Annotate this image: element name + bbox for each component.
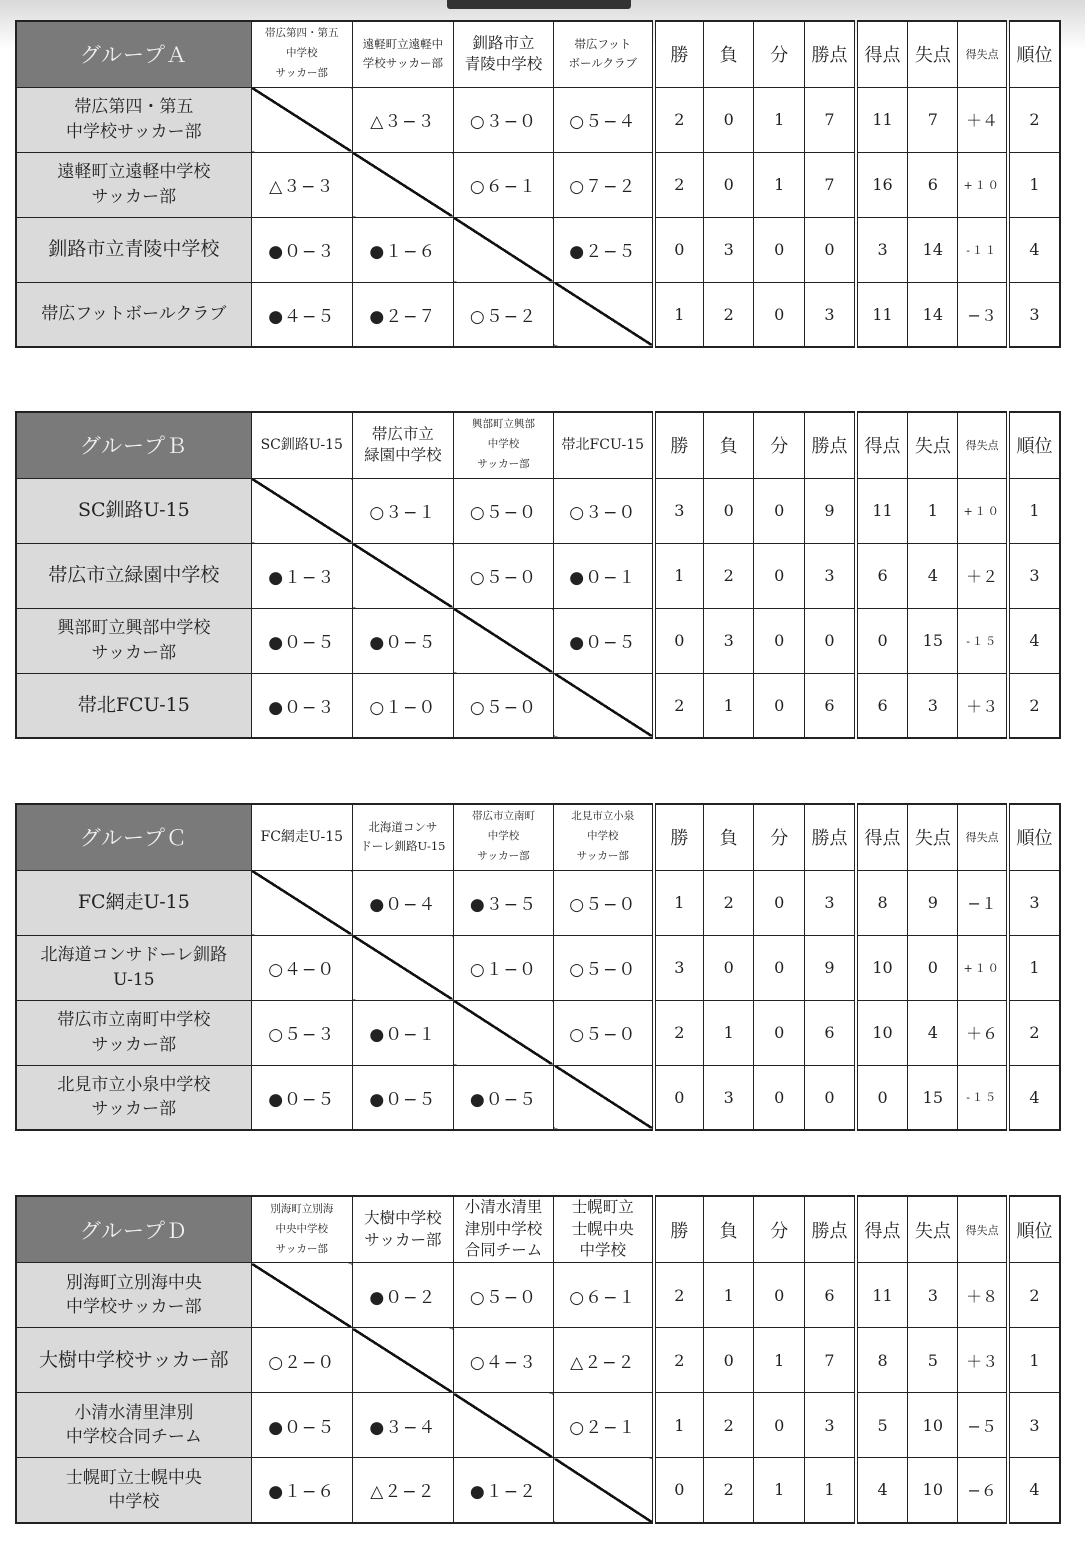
match-result: ●０−５ [352, 608, 453, 673]
team-name: 帯広第四・第五 中学校サッカー部 [16, 87, 251, 152]
opponent-header: 北見市立小泉 中学校 サッカー部 [554, 804, 654, 870]
opponent-header: 釧路市立 青陵中学校 [453, 21, 553, 87]
self-match-diagonal [251, 478, 352, 543]
wins: 0 [654, 1458, 704, 1523]
match-result: ○５−３ [251, 1000, 352, 1065]
wins: 2 [654, 1000, 704, 1065]
match-result: ●０−４ [352, 870, 453, 935]
match-result: ○３−０ [453, 87, 553, 152]
losses: 2 [704, 1458, 754, 1523]
losses: 1 [704, 1263, 754, 1328]
table-row [16, 1328, 1060, 1393]
opponent-header: 帯広市立 緑園中学校 [352, 412, 453, 478]
self-match-diagonal [554, 1065, 654, 1130]
opponent-header: 大樹中学校 サッカー部 [352, 1196, 453, 1263]
match-result: ○５−０ [554, 870, 654, 935]
group-title: グループＤ [16, 1196, 251, 1263]
match-result: △２−２ [352, 1458, 453, 1523]
goal-difference: ＋３ [958, 1328, 1008, 1393]
team-name: 別海町立別海中央 中学校サッカー部 [16, 1263, 251, 1328]
table-row [16, 608, 1060, 673]
match-result: ●１−２ [453, 1458, 553, 1523]
rank: 2 [1008, 1263, 1060, 1328]
goals-for: 5 [856, 1393, 908, 1458]
match-result: ○５−０ [453, 1263, 553, 1328]
points: 7 [805, 87, 856, 152]
match-result: ●０−５ [251, 608, 352, 673]
goals-against: 15 [908, 608, 958, 673]
self-match-diagonal [453, 217, 553, 282]
opponent-header: 遠軽町立遠軽中 学校サッカー部 [352, 21, 453, 87]
points: 1 [805, 1458, 856, 1523]
match-result: ●２−７ [352, 282, 453, 347]
stat-header: 失点 [908, 804, 958, 870]
match-result: ●０−２ [352, 1263, 453, 1328]
stat-header: 分 [754, 21, 805, 87]
stat-header: 負 [704, 1196, 754, 1263]
losses: 3 [704, 1065, 754, 1130]
match-result: ○５−２ [453, 282, 553, 347]
goals-for: 11 [856, 1263, 908, 1328]
points: 9 [805, 935, 856, 1000]
draws: 0 [754, 217, 805, 282]
goal-difference: +１０ [958, 152, 1008, 217]
table-row [16, 1000, 1060, 1065]
table-row [16, 673, 1060, 738]
wins: 2 [654, 1328, 704, 1393]
goals-for: 10 [856, 1000, 908, 1065]
draws: 1 [754, 152, 805, 217]
match-result: ●１−６ [352, 217, 453, 282]
wins: 2 [654, 87, 704, 152]
rank: 4 [1008, 608, 1060, 673]
team-name: 遠軽町立遠軽中学校 サッカー部 [16, 152, 251, 217]
match-result: △２−２ [554, 1328, 654, 1393]
rank: 2 [1008, 1000, 1060, 1065]
stat-header: 得失点 [958, 21, 1008, 87]
rank: 3 [1008, 282, 1060, 347]
stat-header: 得点 [856, 21, 908, 87]
goals-for: 0 [856, 608, 908, 673]
match-result: ●０−３ [251, 673, 352, 738]
rank: 3 [1008, 543, 1060, 608]
wins: 2 [654, 152, 704, 217]
wins: 1 [654, 282, 704, 347]
goals-against: 3 [908, 1263, 958, 1328]
table-row [16, 87, 1060, 152]
match-result: ●０−３ [251, 217, 352, 282]
goal-difference: ＋８ [958, 1263, 1008, 1328]
stat-header: 得失点 [958, 1196, 1008, 1263]
wins: 0 [654, 1065, 704, 1130]
stat-header: 失点 [908, 1196, 958, 1263]
goals-against: 10 [908, 1458, 958, 1523]
match-result: ○４−３ [453, 1328, 553, 1393]
wins: 3 [654, 478, 704, 543]
table-row [16, 152, 1060, 217]
points: 6 [805, 673, 856, 738]
match-result: ●０−５ [251, 1065, 352, 1130]
goals-for: 6 [856, 673, 908, 738]
match-result: ●４−５ [251, 282, 352, 347]
team-name: 士幌町立士幌中央 中学校 [16, 1458, 251, 1523]
goal-difference: -１５ [958, 608, 1008, 673]
losses: 1 [704, 673, 754, 738]
rank: 2 [1008, 673, 1060, 738]
goal-difference: -１１ [958, 217, 1008, 282]
draws: 0 [754, 935, 805, 1000]
table-row [16, 935, 1060, 1000]
match-result: ●３−５ [453, 870, 553, 935]
group-title: グループＡ [16, 21, 251, 87]
match-result: ○５−０ [453, 673, 553, 738]
table-row [16, 478, 1060, 543]
rank: 1 [1008, 935, 1060, 1000]
team-name: 小清水清里津別 中学校合同チーム [16, 1393, 251, 1458]
team-name: 大樹中学校サッカー部 [16, 1328, 251, 1393]
goal-difference: −１ [958, 870, 1008, 935]
losses: 3 [704, 217, 754, 282]
team-name: 北海道コンサドーレ釧路 U-15 [16, 935, 251, 1000]
group-table [15, 1195, 1061, 1524]
team-name: 帯北FCU-15 [16, 673, 251, 738]
goals-for: 11 [856, 282, 908, 347]
match-result: ●３−４ [352, 1393, 453, 1458]
table-row [16, 1065, 1060, 1130]
draws: 1 [754, 1328, 805, 1393]
group-title: グループＣ [16, 804, 251, 870]
draws: 0 [754, 608, 805, 673]
goal-difference: -１５ [958, 1065, 1008, 1130]
stat-header: 得点 [856, 412, 908, 478]
opponent-header: 士幌町立 士幌中央 中学校 [554, 1196, 654, 1263]
stat-header: 勝 [654, 1196, 704, 1263]
self-match-diagonal [251, 870, 352, 935]
self-match-diagonal [554, 1458, 654, 1523]
opponent-header: SC釧路U-15 [251, 412, 352, 478]
goals-for: 8 [856, 1328, 908, 1393]
goals-against: 0 [908, 935, 958, 1000]
stat-header: 勝 [654, 21, 704, 87]
points: 3 [805, 870, 856, 935]
goals-for: 3 [856, 217, 908, 282]
draws: 0 [754, 1393, 805, 1458]
stat-header: 負 [704, 21, 754, 87]
points: 3 [805, 282, 856, 347]
table-row [16, 1393, 1060, 1458]
match-result: ○１−０ [453, 935, 553, 1000]
stat-header: 負 [704, 804, 754, 870]
points: 0 [805, 217, 856, 282]
match-result: ○５−０ [554, 935, 654, 1000]
draws: 0 [754, 282, 805, 347]
rank: 1 [1008, 1328, 1060, 1393]
match-result: ●１−３ [251, 543, 352, 608]
stat-header: 勝点 [805, 412, 856, 478]
goals-against: 5 [908, 1328, 958, 1393]
goals-against: 7 [908, 87, 958, 152]
goals-for: 0 [856, 1065, 908, 1130]
team-name: 帯広市立南町中学校 サッカー部 [16, 1000, 251, 1065]
wins: 2 [654, 1263, 704, 1328]
rank: 1 [1008, 152, 1060, 217]
match-result: ○７−２ [554, 152, 654, 217]
stat-header: 勝 [654, 412, 704, 478]
losses: 0 [704, 935, 754, 1000]
stat-header: 分 [754, 804, 805, 870]
points: 3 [805, 1393, 856, 1458]
match-result: ●０−１ [352, 1000, 453, 1065]
goals-for: 10 [856, 935, 908, 1000]
opponent-header: 帯広市立南町 中学校 サッカー部 [453, 804, 553, 870]
match-result: ○４−０ [251, 935, 352, 1000]
match-result: △３−３ [352, 87, 453, 152]
stat-header: 順位 [1008, 1196, 1060, 1263]
wins: 0 [654, 217, 704, 282]
stat-header: 負 [704, 412, 754, 478]
match-result: ●１−６ [251, 1458, 352, 1523]
self-match-diagonal [352, 1328, 453, 1393]
goal-difference: +１０ [958, 478, 1008, 543]
goals-for: 6 [856, 543, 908, 608]
rank: 2 [1008, 87, 1060, 152]
match-result: ○５−０ [453, 478, 553, 543]
stat-header: 順位 [1008, 412, 1060, 478]
match-result: ○２−１ [554, 1393, 654, 1458]
goals-against: 4 [908, 543, 958, 608]
points: 7 [805, 1328, 856, 1393]
draws: 0 [754, 1263, 805, 1328]
match-result: ○２−０ [251, 1328, 352, 1393]
goals-for: 11 [856, 478, 908, 543]
goal-difference: ＋２ [958, 543, 1008, 608]
team-name: FC網走U-15 [16, 870, 251, 935]
rank: 1 [1008, 478, 1060, 543]
opponent-header: 別海町立別海 中央中学校 サッカー部 [251, 1196, 352, 1263]
self-match-diagonal [251, 1263, 352, 1328]
match-result: ○３−０ [554, 478, 654, 543]
stat-header: 得失点 [958, 804, 1008, 870]
match-result: ○６−１ [554, 1263, 654, 1328]
stat-header: 勝点 [805, 21, 856, 87]
self-match-diagonal [453, 1000, 553, 1065]
team-name: 帯広市立緑園中学校 [16, 543, 251, 608]
stat-header: 失点 [908, 412, 958, 478]
match-result: ○１−０ [352, 673, 453, 738]
self-match-diagonal [554, 673, 654, 738]
points: 3 [805, 543, 856, 608]
goal-difference: −５ [958, 1393, 1008, 1458]
draws: 0 [754, 870, 805, 935]
goals-for: 4 [856, 1458, 908, 1523]
rank: 4 [1008, 1065, 1060, 1130]
stat-header: 分 [754, 1196, 805, 1263]
opponent-header: 帯広第四・第五 中学校 サッカー部 [251, 21, 352, 87]
group-table [15, 411, 1061, 739]
match-result: ●０−１ [554, 543, 654, 608]
table-row [16, 543, 1060, 608]
self-match-diagonal [453, 1393, 553, 1458]
points: 0 [805, 1065, 856, 1130]
draws: 0 [754, 673, 805, 738]
losses: 0 [704, 87, 754, 152]
match-result: ●０−５ [453, 1065, 553, 1130]
draws: 0 [754, 478, 805, 543]
stat-header: 順位 [1008, 21, 1060, 87]
goal-difference: ＋３ [958, 673, 1008, 738]
table-row [16, 1458, 1060, 1523]
rank: 4 [1008, 217, 1060, 282]
match-result: ○３−１ [352, 478, 453, 543]
points: 6 [805, 1000, 856, 1065]
wins: 1 [654, 870, 704, 935]
stat-header: 得点 [856, 804, 908, 870]
losses: 0 [704, 1328, 754, 1393]
goals-against: 4 [908, 1000, 958, 1065]
goal-difference: +１０ [958, 935, 1008, 1000]
goals-against: 9 [908, 870, 958, 935]
wins: 0 [654, 608, 704, 673]
goals-against: 3 [908, 673, 958, 738]
match-result: ●２−５ [554, 217, 654, 282]
team-name: 興部町立興部中学校 サッカー部 [16, 608, 251, 673]
team-name: 北見市立小泉中学校 サッカー部 [16, 1065, 251, 1130]
wins: 3 [654, 935, 704, 1000]
stat-header: 得失点 [958, 412, 1008, 478]
goals-against: 10 [908, 1393, 958, 1458]
match-result: △３−３ [251, 152, 352, 217]
stat-header: 失点 [908, 21, 958, 87]
stat-header: 順位 [1008, 804, 1060, 870]
goals-for: 11 [856, 87, 908, 152]
opponent-header: 小清水清里 津別中学校 合同チーム [453, 1196, 553, 1263]
match-result: ○５−４ [554, 87, 654, 152]
losses: 3 [704, 608, 754, 673]
draws: 0 [754, 1065, 805, 1130]
self-match-diagonal [352, 152, 453, 217]
stat-header: 分 [754, 412, 805, 478]
opponent-header: 北海道コンサ ドーレ釧路U-15 [352, 804, 453, 870]
stat-header: 得点 [856, 1196, 908, 1263]
points: 0 [805, 608, 856, 673]
stat-header: 勝点 [805, 804, 856, 870]
match-result: ●０−５ [554, 608, 654, 673]
goals-against: 14 [908, 217, 958, 282]
goals-for: 16 [856, 152, 908, 217]
table-row [16, 282, 1060, 347]
draws: 1 [754, 87, 805, 152]
losses: 2 [704, 1393, 754, 1458]
table-row [16, 1263, 1060, 1328]
opponent-header: FC網走U-15 [251, 804, 352, 870]
group-title: グループＢ [16, 412, 251, 478]
group-table [15, 803, 1061, 1131]
opponent-header: 帯広フット ボールクラブ [554, 21, 654, 87]
points: 7 [805, 152, 856, 217]
goals-against: 14 [908, 282, 958, 347]
match-result: ○５−０ [453, 543, 553, 608]
points: 9 [805, 478, 856, 543]
rank: 4 [1008, 1458, 1060, 1523]
team-name: 帯広フットボールクラブ [16, 282, 251, 347]
wins: 1 [654, 543, 704, 608]
goals-against: 1 [908, 478, 958, 543]
self-match-diagonal [251, 87, 352, 152]
team-name: SC釧路U-15 [16, 478, 251, 543]
self-match-diagonal [352, 935, 453, 1000]
draws: 0 [754, 543, 805, 608]
group-table [15, 20, 1061, 348]
goal-difference: −６ [958, 1458, 1008, 1523]
wins: 1 [654, 1393, 704, 1458]
stat-header: 勝 [654, 804, 704, 870]
losses: 2 [704, 543, 754, 608]
goal-difference: ＋６ [958, 1000, 1008, 1065]
self-match-diagonal [453, 608, 553, 673]
goals-for: 8 [856, 870, 908, 935]
match-result: ●０−５ [251, 1393, 352, 1458]
top-tab-handle [447, 0, 631, 9]
goals-against: 15 [908, 1065, 958, 1130]
points: 6 [805, 1263, 856, 1328]
opponent-header: 興部町立興部 中学校 サッカー部 [453, 412, 553, 478]
self-match-diagonal [352, 543, 453, 608]
losses: 0 [704, 152, 754, 217]
table-row [16, 217, 1060, 282]
goal-difference: ＋４ [958, 87, 1008, 152]
self-match-diagonal [554, 282, 654, 347]
losses: 2 [704, 282, 754, 347]
rank: 3 [1008, 1393, 1060, 1458]
opponent-header: 帯北FCU-15 [554, 412, 654, 478]
losses: 1 [704, 1000, 754, 1065]
rank: 3 [1008, 870, 1060, 935]
match-result: ●０−５ [352, 1065, 453, 1130]
wins: 2 [654, 673, 704, 738]
match-result: ○６−１ [453, 152, 553, 217]
losses: 0 [704, 478, 754, 543]
draws: 1 [754, 1458, 805, 1523]
losses: 2 [704, 870, 754, 935]
goal-difference: −３ [958, 282, 1008, 347]
table-row [16, 870, 1060, 935]
draws: 0 [754, 1000, 805, 1065]
team-name: 釧路市立青陵中学校 [16, 217, 251, 282]
goals-against: 6 [908, 152, 958, 217]
match-result: ○５−０ [554, 1000, 654, 1065]
stat-header: 勝点 [805, 1196, 856, 1263]
